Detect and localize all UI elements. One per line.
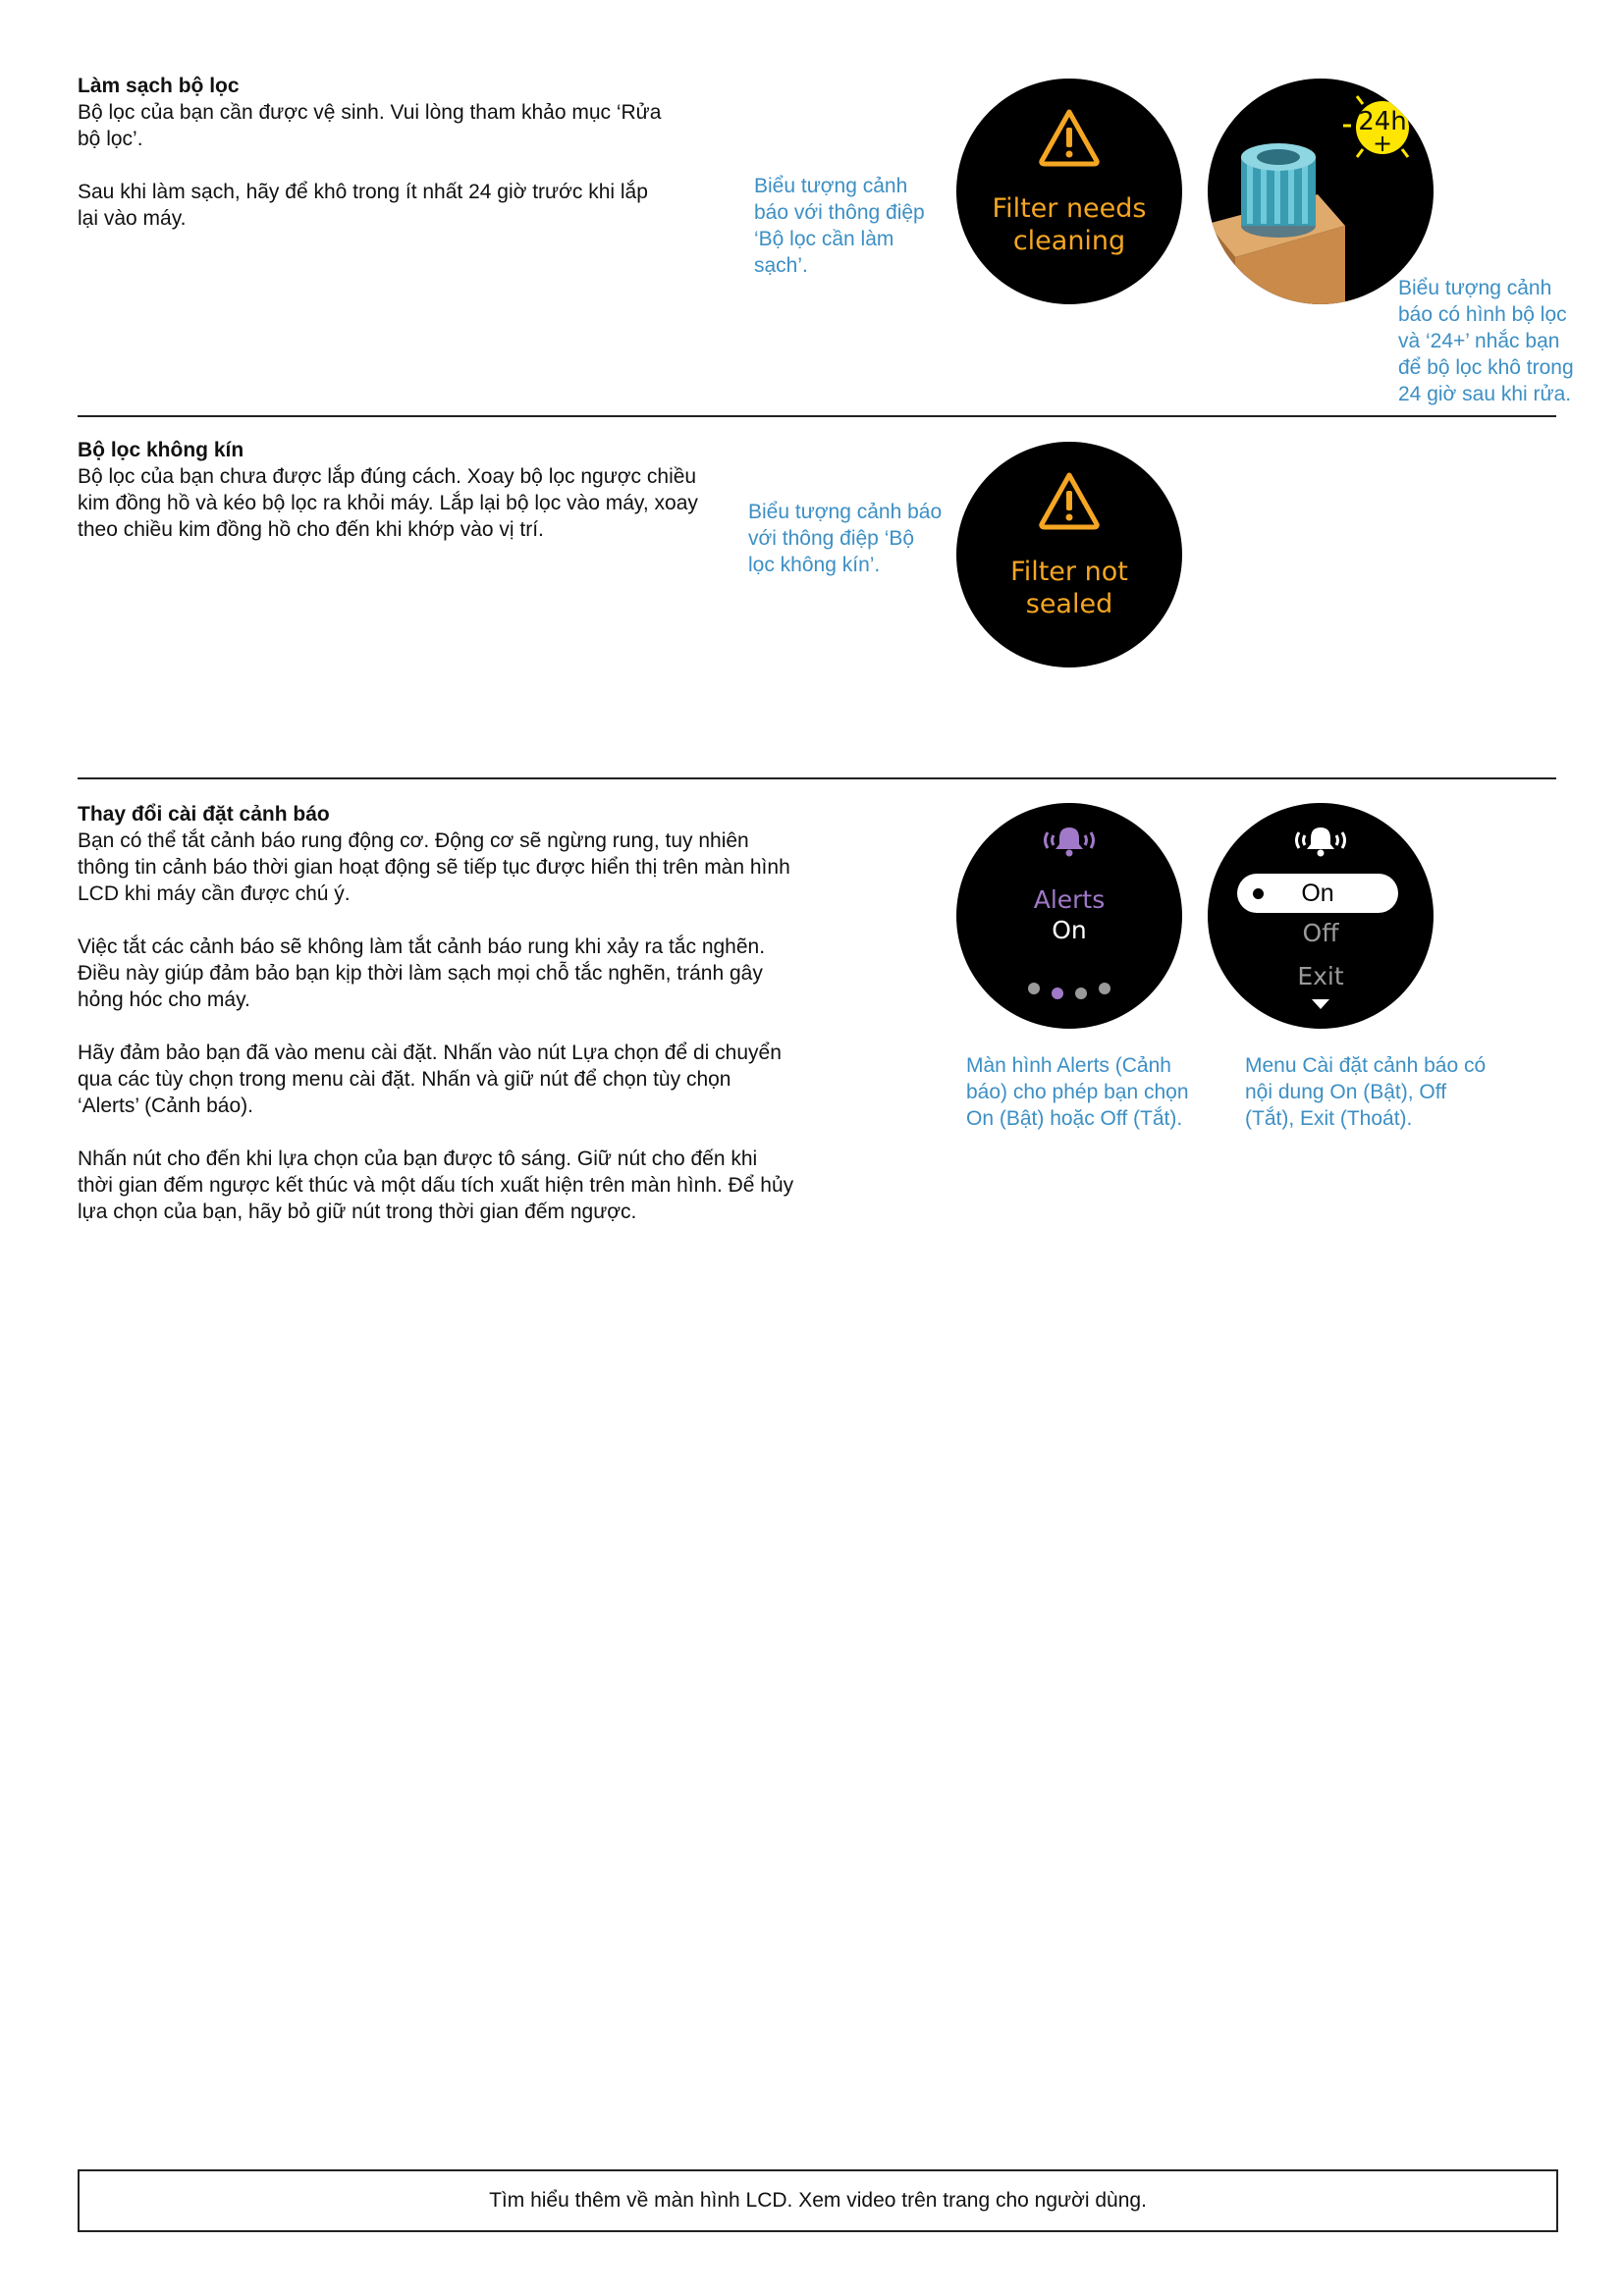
paragraph: Hãy đảm bảo bạn đã vào menu cài đặt. Nhấn vào nút Lựa chọn để di chuyển qua các tùy chọn trong menu cài đặt. Nhấn và giữ nút để chọn tùy chọn ‘Alerts’ (Cảnh báo). xyxy=(78,1041,782,1117)
warning-icon xyxy=(1038,108,1101,167)
bell-icon xyxy=(1040,825,1099,858)
page-indicator-dots xyxy=(1020,980,1118,1003)
lcd-screen-alerts-menu xyxy=(1208,803,1434,1029)
warning-icon xyxy=(1038,471,1101,530)
section-divider xyxy=(78,415,1556,417)
caption-filter-drying: Biểu tượng cảnh báo có hình bộ lọc và ‘24+’ nhắc bạn để bộ lọc khô trong 24 giờ sau khi rửa. xyxy=(1398,277,1574,405)
menu-option-off: Off xyxy=(1302,919,1339,947)
paragraph: Sau khi làm sạch, hãy để khô trong ít nhất 24 giờ trước khi lắp lại vào máy. xyxy=(78,181,648,230)
caption-alerts-menu: Menu Cài đặt cảnh báo có nội dung On (Bật), Off (Tắt), Exit (Thoát). xyxy=(1245,1054,1487,1130)
menu-option-exit: Exit xyxy=(1297,962,1344,990)
footer-text: Tìm hiểu thêm về màn hình LCD. Xem video trên trang cho người dùng. xyxy=(489,2189,1147,2212)
section-title: Bộ lọc không kín xyxy=(78,439,244,461)
caption-filter-not-sealed: Biểu tượng cảnh báo với thông điệp ‘Bộ lọc không kín’. xyxy=(748,501,943,576)
paragraph: Bộ lọc của bạn chưa được lắp đúng cách. Xoay bộ lọc ngược chiều kim đồng hồ và kéo bộ lọc ra khỏi máy. Lắp lại bộ lọc vào máy, xoay theo chiều kim đồng hồ cho đến khi khớp vào vị trí. xyxy=(78,465,698,541)
paragraph: Bạn có thể tắt cảnh báo rung động cơ. Động cơ sẽ ngừng rung, tuy nhiên thông tin cảnh báo thời gian hoạt động sẽ tiếp tục được hiển thị trên màn hình LCD khi máy cần được chú ý. xyxy=(78,829,790,905)
bell-icon xyxy=(1291,825,1350,858)
paragraph: Nhấn nút cho đến khi lựa chọn của bạn được tô sáng. Giữ nút cho đến khi thời gian đếm ngược kết thúc và một dấu tích xuất hiện trên màn hình. Để hủy lựa chọn của bạn, hãy bỏ giữ nút trong thời gian đếm ngược. xyxy=(78,1148,794,1223)
section-filter-not-sealed xyxy=(78,437,706,543)
caption-filter-needs-cleaning: Biểu tượng cảnh báo với thông điệp ‘Bộ lọc cần làm sạch’. xyxy=(754,175,925,277)
screen-message: Filter needs cleaning xyxy=(992,193,1147,256)
menu-option-on: On xyxy=(1301,880,1334,907)
lcd-screen-filter-drying xyxy=(1208,79,1434,304)
paragraph: Bộ lọc của bạn cần được vệ sinh. Vui lòng tham khảo mục ‘Rửa bộ lọc’. xyxy=(78,101,662,150)
sun-badge-label: 24h xyxy=(1358,107,1407,136)
alerts-value: On xyxy=(1052,916,1087,944)
footer-info-box xyxy=(78,2169,1558,2232)
caption-alerts-screen: Màn hình Alerts (Cảnh báo) cho phép bạn chọn On (Bật) hoặc Off (Tắt). xyxy=(966,1054,1189,1130)
sun-badge-plus: + xyxy=(1372,130,1393,157)
lcd-screen-alerts xyxy=(956,803,1182,1029)
chevron-down-icon xyxy=(1312,999,1329,1009)
screen-message: Filter not sealed xyxy=(1010,557,1128,619)
section-filter-cleaning xyxy=(78,73,667,232)
paragraph: Việc tắt các cảnh báo sẽ không làm tắt cảnh báo rung khi xảy ra tắc nghẽn. Điều này giúp đảm bảo bạn kịp thời làm sạch mọi chỗ tắc nghẽn, tránh gây hỏng hóc cho máy. xyxy=(78,935,766,1011)
lcd-screen-filter-not-sealed xyxy=(956,442,1182,667)
section-title: Làm sạch bộ lọc xyxy=(78,75,240,97)
section-divider xyxy=(78,777,1556,779)
alerts-label: Alerts xyxy=(1033,885,1106,914)
section-title: Thay đổi cài đặt cảnh báo xyxy=(78,803,330,826)
section-alert-settings xyxy=(78,801,794,1225)
menu-option-selected xyxy=(1237,874,1398,913)
lcd-screen-filter-needs-cleaning xyxy=(956,79,1182,304)
